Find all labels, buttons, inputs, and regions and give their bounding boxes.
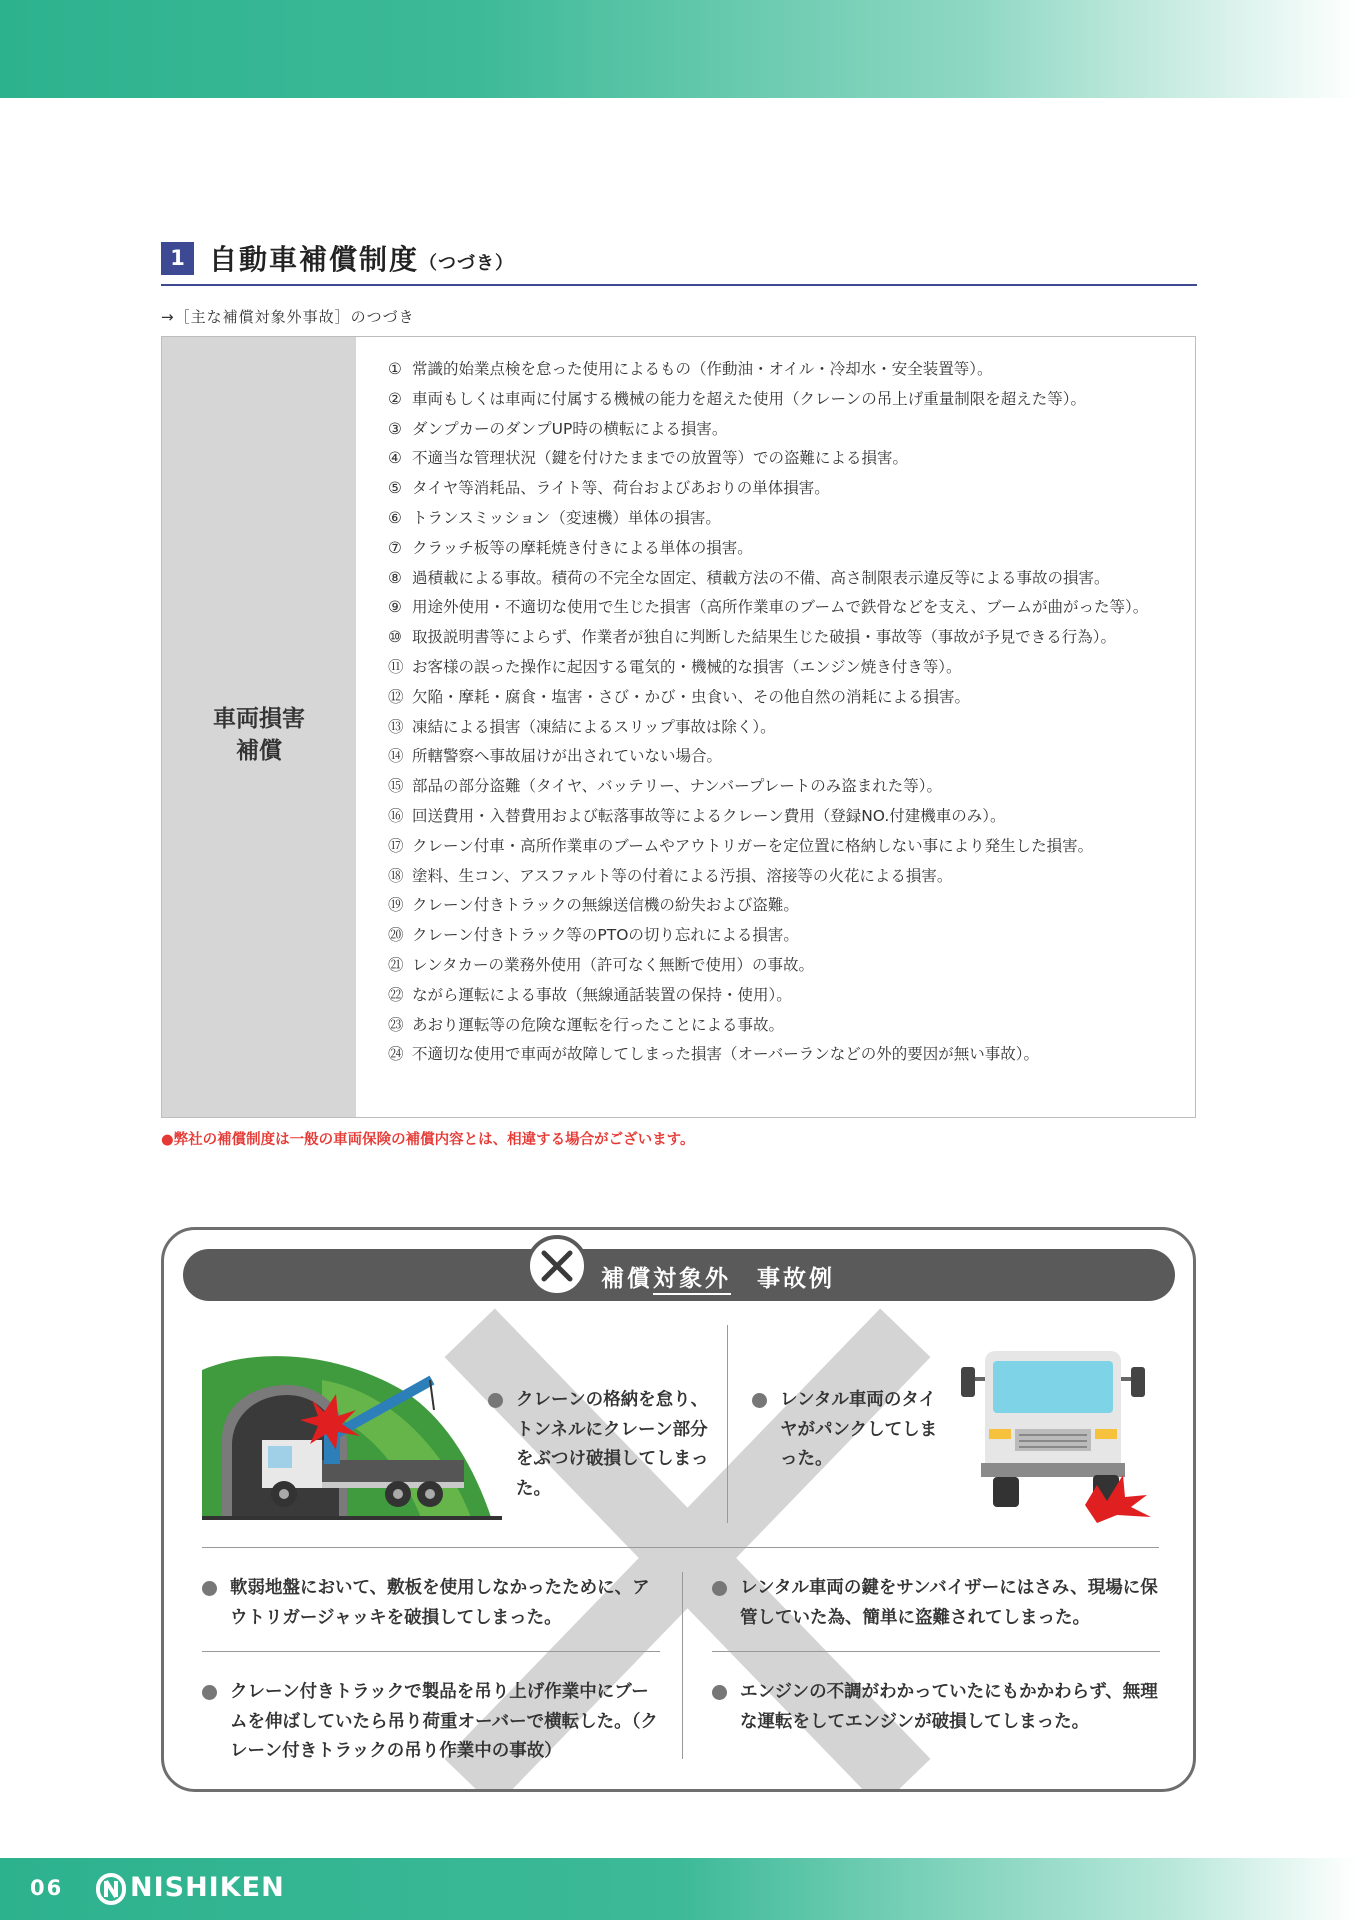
disclaimer: ●弊社の補償制度は一般の車両保険の補償内容とは、相違する場合がございます。 xyxy=(161,1132,695,1148)
list-item xyxy=(388,474,1188,504)
section-heading xyxy=(161,238,1197,286)
list-item xyxy=(388,415,1188,445)
item-text: 部品の部分盗難（タイヤ、バッテリー、ナンバープレートのみ盗まれた等）。 xyxy=(412,777,942,796)
brand-mark-icon xyxy=(96,1871,126,1907)
table-header-label xyxy=(162,703,356,767)
item-number: ⑩ xyxy=(388,628,402,647)
item-number: ⑦ xyxy=(388,538,402,557)
exclusion-list xyxy=(388,355,1188,1070)
item-number: ④ xyxy=(388,449,402,468)
example-case-crane-tunnel xyxy=(488,1386,718,1504)
item-number: ⑫ xyxy=(388,687,404,706)
page-number: 06 xyxy=(30,1876,64,1900)
list-item xyxy=(388,981,1188,1011)
list-item xyxy=(388,444,1188,474)
item-text: クレーン付きトラック等のPTOの切り忘れによる損害。 xyxy=(412,926,799,945)
item-text: ダンプカーのダンプUP時の横転による損害。 xyxy=(412,419,728,438)
item-number: ⑲ xyxy=(388,896,404,915)
header-curve xyxy=(0,0,1358,200)
item-number: ㉓ xyxy=(388,1015,404,1034)
divider-top xyxy=(727,1325,728,1523)
list-item xyxy=(388,742,1188,772)
list-item xyxy=(388,713,1188,743)
list-item xyxy=(388,534,1188,564)
bullet-dot xyxy=(202,1581,217,1596)
footer-band xyxy=(0,1858,1358,1920)
list-item xyxy=(388,921,1188,951)
table-header-line1: 車両損害 xyxy=(213,706,305,732)
divider-row2-right xyxy=(712,1651,1160,1652)
continuation-note: →［主な補償対象外事故］のつづき xyxy=(161,308,415,326)
list-item xyxy=(388,802,1188,832)
item-text: 不適切な使用で車両が故障してしまった損害（オーバーランなどの外的要因が無い事故）。 xyxy=(412,1045,1039,1064)
item-number: ⑥ xyxy=(388,508,402,527)
example-case-flat-tire xyxy=(752,1386,952,1475)
example-case-engine xyxy=(712,1678,1172,1737)
item-text: 回送費用・入替費用および転落事故等によるクレーン費用（登録NO.付建機車のみ）。 xyxy=(412,806,1006,825)
examples-banner-title xyxy=(601,1260,835,1293)
case-text: 軟弱地盤において、敷板を使用しなかったために、アウトリガージャッキを破損してしまった。 xyxy=(230,1578,650,1628)
table-header-line2: 補償 xyxy=(236,738,282,764)
examples-box xyxy=(161,1227,1196,1792)
item-number: ⑪ xyxy=(388,657,404,676)
item-number: ⑰ xyxy=(388,836,404,855)
item-number: ⑮ xyxy=(388,777,404,796)
flat-tire-truck-illustration xyxy=(957,1345,1152,1525)
item-text: 取扱説明書等によらず、作業者が独自に判断した結果生じた破損・事故等（事故が予見できる行為）。 xyxy=(412,628,1117,647)
item-number: ⑳ xyxy=(388,926,404,945)
list-item xyxy=(388,891,1188,921)
divider-row1 xyxy=(202,1547,1159,1548)
banner-post: 事故例 xyxy=(757,1266,835,1292)
section-title xyxy=(209,238,514,278)
item-text: タイヤ等消耗品、ライト等、荷台およびあおりの単体損害。 xyxy=(412,479,830,498)
list-item xyxy=(388,355,1188,385)
item-number: ㉒ xyxy=(388,985,404,1004)
bullet-dot xyxy=(712,1685,727,1700)
item-text: 塗料、生コン、アスファルト等の付着による汚損、溶接等の火花による損害。 xyxy=(412,866,953,885)
case-text: クレーン付きトラックで製品を吊り上げ作業中にブームを伸ばしていたら吊り荷重オーバーで横転した。（クレーン付きトラックの吊り作業中の事故） xyxy=(230,1682,658,1761)
item-number: ㉑ xyxy=(388,955,404,974)
divider-row2-left xyxy=(202,1651,660,1652)
case-text: クレーンの格納を怠り、トンネルにクレーン部分をぶつけ破損してしまった。 xyxy=(516,1390,709,1499)
crane-tunnel-illustration xyxy=(202,1350,502,1520)
case-text: レンタル車両の鍵をサンバイザーにはさみ、現場に保管していた為、簡単に盗難されてしまった。 xyxy=(740,1578,1158,1628)
item-number: ⑱ xyxy=(388,866,404,885)
list-item xyxy=(388,832,1188,862)
item-number: ⑧ xyxy=(388,568,402,587)
item-text: 欠陥・摩耗・腐食・塩害・さび・かび・虫食い、その他自然の消耗による損害。 xyxy=(412,687,971,706)
item-text: クレーン付車・高所作業車のブームやアウトリガーを定位置に格納しない事により発生した損害。 xyxy=(412,836,1094,855)
bullet-dot xyxy=(712,1581,727,1596)
item-number: ⑯ xyxy=(388,806,404,825)
item-text: お客様の誤った操作に起因する電気的・機械的な損害（エンジン焼き付き等）。 xyxy=(412,657,962,676)
list-item xyxy=(388,683,1188,713)
item-text: レンタカーの業務外使用（許可なく無断で使用）の事故。 xyxy=(412,955,814,974)
item-text: あおり運転等の危険な運転を行ったことによる事故。 xyxy=(412,1015,785,1034)
item-text: 常識的始業点検を怠った使用によるもの（作動油・オイル・冷却水・安全装置等）。 xyxy=(412,360,993,378)
item-number: ⑨ xyxy=(388,598,402,617)
item-text: トランスミッション（変速機）単体の損害。 xyxy=(412,508,721,527)
item-text: ながら運転による事故（無線通話装置の保持・使用）。 xyxy=(412,985,792,1004)
item-text: クレーン付きトラックの無線送信機の紛失および盗難。 xyxy=(412,896,799,915)
bullet-dot xyxy=(752,1393,767,1408)
item-number: ③ xyxy=(388,419,402,438)
item-text: 所轄警察へ事故届けが出されていない場合。 xyxy=(412,747,723,766)
list-item xyxy=(388,951,1188,981)
list-item xyxy=(388,564,1188,594)
exclusion-table xyxy=(161,336,1196,1118)
list-item xyxy=(388,385,1188,415)
examples-banner xyxy=(183,1249,1175,1301)
item-text: 過積載による事故。積荷の不完全な固定、積載方法の不備、高さ制限表示違反等による事故の損害。 xyxy=(412,568,1110,587)
item-text: 車両もしくは車両に付属する機械の能力を超えた使用（クレーンの吊上げ重量制限を超えた等）。 xyxy=(412,389,1086,408)
bullet-dot xyxy=(488,1393,503,1408)
list-item xyxy=(388,1040,1188,1070)
banner-underlined: 対象外 xyxy=(653,1266,731,1295)
list-item xyxy=(388,1011,1188,1041)
list-item xyxy=(388,504,1188,534)
table-header-cell xyxy=(162,337,356,1117)
item-number: ⑭ xyxy=(388,747,404,766)
item-text: 不適当な管理状況（鍵を付けたままでの放置等）での盗難による損害。 xyxy=(412,449,909,468)
list-item xyxy=(388,862,1188,892)
cross-circle-icon xyxy=(526,1235,588,1297)
banner-pre: 補償 xyxy=(601,1266,653,1292)
section-title-sub: （つづき） xyxy=(419,253,515,274)
brand-name: NISHIKEN xyxy=(130,1872,285,1903)
list-item xyxy=(388,623,1188,653)
item-number: ㉔ xyxy=(388,1045,404,1064)
example-case-overload xyxy=(202,1678,662,1767)
case-text: エンジンの不調がわかっていたにもかかわらず、無理な運転をしてエンジンが破損してしまった。 xyxy=(740,1682,1158,1732)
list-item xyxy=(388,653,1188,683)
section-number: 1 xyxy=(161,242,194,275)
example-case-outrigger xyxy=(202,1574,662,1633)
section-title-main: 自動車補償制度 xyxy=(209,243,420,276)
item-number: ② xyxy=(388,389,402,408)
item-number: ① xyxy=(388,360,402,378)
item-text: クラッチ板等の摩耗焼き付きによる単体の損害。 xyxy=(412,538,753,557)
item-number: ⑬ xyxy=(388,717,404,736)
bullet-dot xyxy=(202,1685,217,1700)
item-number: ⑤ xyxy=(388,479,402,498)
case-text: レンタル車両のタイヤがパンクしてしまった。 xyxy=(780,1390,938,1469)
item-text: 用途外使用・不適切な使用で生じた損害（高所作業車のブームで鉄骨などを支え、ブームが曲がった等）。 xyxy=(412,598,1149,617)
item-text: 凍結による損害（凍結によるスリップ事故は除く）。 xyxy=(412,717,776,736)
divider-bottom xyxy=(682,1572,683,1759)
example-case-key-theft xyxy=(712,1574,1172,1633)
list-item xyxy=(388,593,1192,623)
list-item xyxy=(388,772,1188,802)
